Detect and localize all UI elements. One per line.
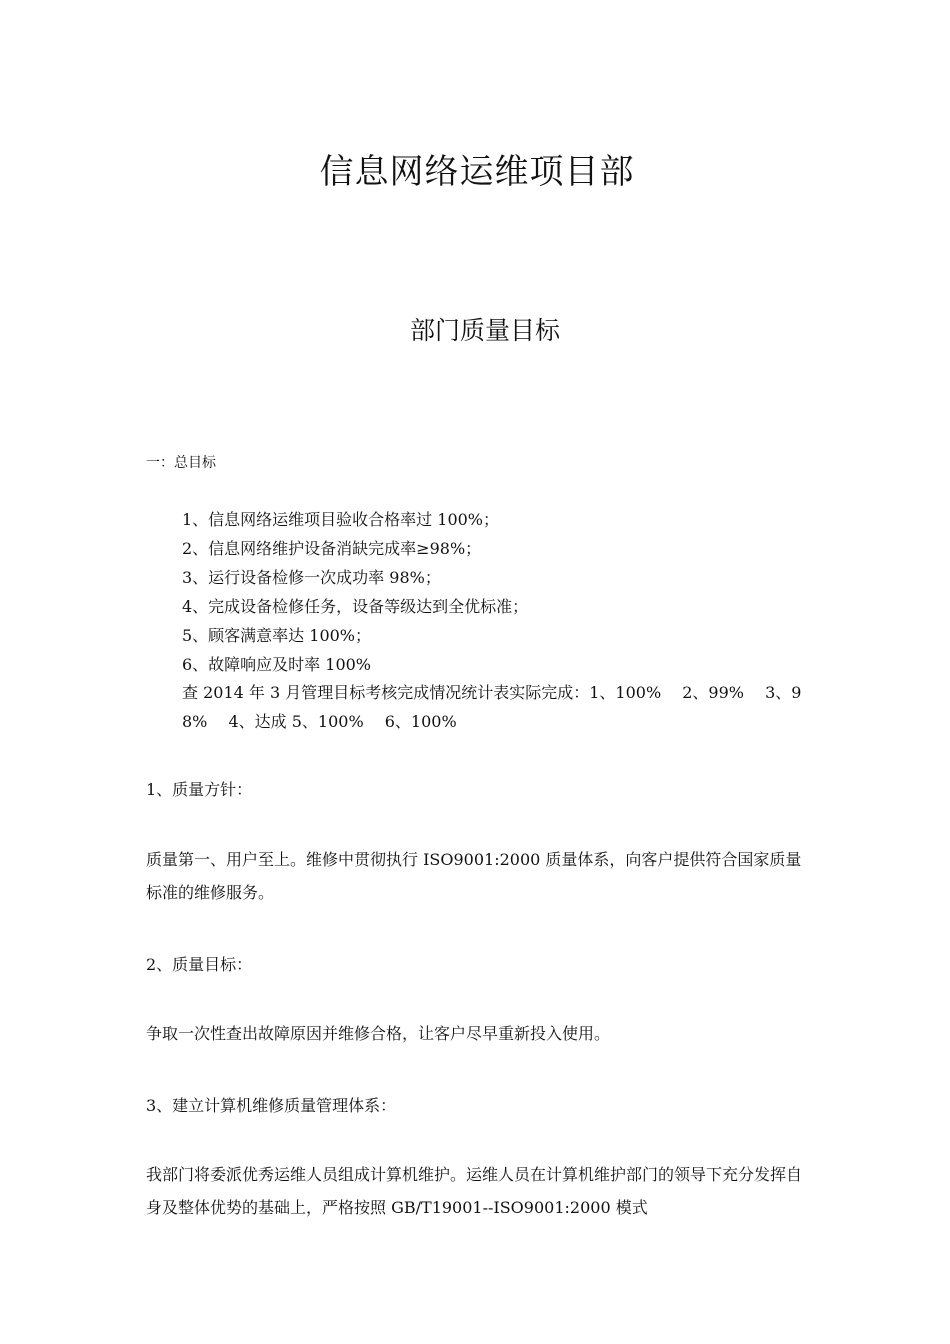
goal-item: 6、故障响应及时率 100% <box>182 655 372 674</box>
quality-target-heading: 2、质量目标： <box>146 955 253 974</box>
quality-policy-paragraph: 质量第一、用户至上。维修中贯彻执行 ISO9001:2000 质量体系，向客户提供符合国家质量标准的维修服务。 <box>146 850 802 902</box>
goal-item: 2、信息网络维护设备消缺完成率≥98%； <box>182 539 482 558</box>
goal-item: 5、顾客满意率达 100%； <box>182 626 372 645</box>
goal-list <box>182 505 812 679</box>
goal-item: 1、信息网络运维项目验收合格率过 100%； <box>182 510 500 529</box>
overall-goal-heading: 一：总目标 <box>146 455 216 471</box>
management-system-paragraph: 我部门将委派优秀运维人员组成计算机维护。运维人员在计算机维护部门的领导下充分发挥自身及整体优势的基础上，严格按照 GB/T19001--ISO9001:2000 模式 <box>146 1165 803 1217</box>
quality-target-paragraph: 争取一次性查出故障原因并维修合格，让客户尽早重新投入使用。 <box>146 1024 611 1043</box>
goal-item: 3、运行设备检修一次成功率 98%； <box>182 568 441 587</box>
document-subtitle: 部门质量目标 <box>409 316 560 345</box>
management-system-heading: 3、建立计算机维修质量管理体系： <box>146 1096 397 1115</box>
goal-item: 4、完成设备检修任务，设备等级达到全优标准； <box>182 597 529 616</box>
document-title: 信息网络运维项目部 <box>319 152 635 192</box>
goal-completion-summary: 查 2014 年 3 月管理目标考核完成情况统计表实际完成：1、100% 2、99% 3、98% 4、达成 5、100% 6、100% <box>182 683 802 731</box>
quality-policy-heading: 1、质量方针： <box>146 780 253 799</box>
